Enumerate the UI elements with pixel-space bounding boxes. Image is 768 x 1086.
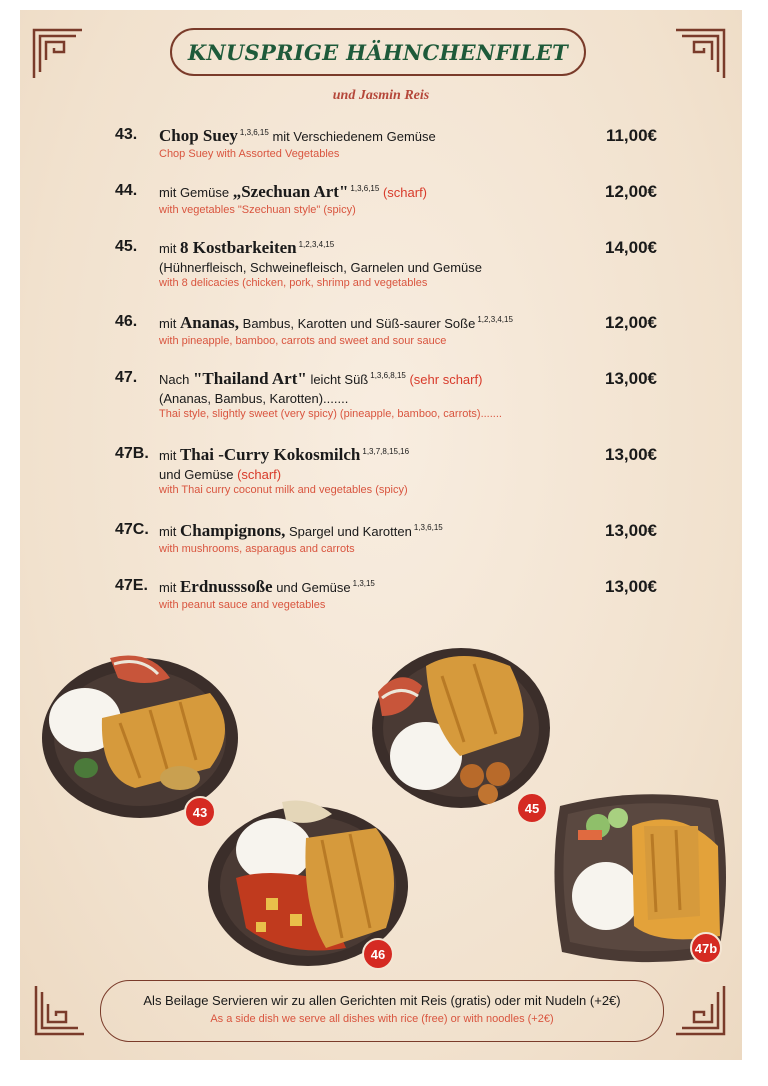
item-number: 46.: [115, 313, 138, 330]
item-german-text: und Gemüse: [159, 467, 234, 482]
item-title-line: [159, 313, 645, 333]
item-german-detail: (Hühnerfleisch, Schweinefleisch, Garnelen und Gemüse: [159, 260, 483, 275]
item-title-line: [159, 369, 645, 389]
allergen-codes: 1,3,6,15: [413, 523, 443, 532]
item-description: und Gemüse: [276, 580, 351, 595]
item-title-line: [159, 182, 645, 202]
item-english: Thai style, slightly sweet (very spicy) (pineapple, bamboo, carrots).......: [159, 408, 502, 420]
allergen-codes: 1,2,3,4,15: [477, 315, 513, 324]
item-german-detail: (Ananas, Bambus, Karotten).......: [159, 391, 349, 406]
side-dish-note: [100, 980, 664, 1042]
side-dish-note-english: As a side dish we serve all dishes with rice (free) or with noodles (+2€): [210, 1013, 554, 1025]
menu-item-46: [115, 313, 657, 369]
item-number: 47B.: [115, 445, 149, 462]
item-name: "Thailand Art": [192, 369, 307, 388]
item-name: Ananas,: [179, 313, 240, 332]
item-english: with Thai curry coconut milk and vegetables (spicy): [159, 484, 408, 496]
item-english: with pineapple, bamboo, carrots and sweet and sour sauce: [159, 335, 447, 347]
corner-ornament-top-left: [30, 26, 86, 82]
corner-ornament-bottom-right: [672, 982, 728, 1038]
item-name: 8 Kostbarkeiten: [179, 238, 297, 257]
item-number: 47C.: [115, 521, 149, 538]
allergen-codes: 1,3,6,15: [239, 128, 269, 137]
menu-item-45: [115, 238, 657, 313]
menu-list: [115, 126, 657, 633]
item-english: Chop Suey with Assorted Vegetables: [159, 148, 340, 160]
item-number: 44.: [115, 182, 138, 199]
dish-number-badge: 47b: [690, 932, 722, 964]
corner-ornament-top-right: [672, 26, 728, 82]
item-price: 13,00€: [605, 369, 657, 388]
dish-photo-47b: [548, 786, 734, 966]
item-number: 47E.: [115, 577, 148, 594]
item-price: 12,00€: [605, 182, 657, 201]
item-prefix: mit: [159, 580, 177, 595]
item-number: 47.: [115, 369, 138, 386]
menu-item-47e: [115, 577, 657, 633]
item-price: 13,00€: [605, 445, 657, 464]
menu-item-43: [115, 126, 657, 182]
menu-item-47: [115, 369, 657, 445]
dish-photo-46: [206, 798, 410, 968]
spicy-label: (sehr scharf): [409, 372, 483, 387]
item-title-line: [159, 238, 645, 258]
item-name: „Szechuan Art": [232, 182, 349, 201]
item-name: Erdnusssoße: [179, 577, 273, 596]
corner-ornament-bottom-left: [32, 982, 88, 1038]
item-price: 14,00€: [605, 238, 657, 257]
spicy-label: (scharf): [237, 467, 282, 482]
menu-item-47c: [115, 521, 657, 577]
page-subtitle: und Jasmin Reis: [332, 88, 430, 103]
menu-page: [20, 10, 742, 1060]
allergen-codes: 1,3,6,8,15: [370, 371, 406, 380]
dish-photo-43: [40, 648, 240, 823]
item-prefix: Nach: [159, 372, 190, 387]
item-price: 13,00€: [605, 521, 657, 540]
item-price: 12,00€: [605, 313, 657, 332]
item-english: with vegetables "Szechuan style" (spicy): [159, 204, 356, 216]
dish-photo-45: [370, 646, 552, 814]
side-dish-note-german: Als Beilage Servieren wir zu allen Gerichten mit Reis (gratis) oder mit Nudeln (+2€): [143, 993, 621, 1008]
item-prefix: mit: [159, 524, 177, 539]
item-prefix: mit: [159, 241, 177, 256]
item-description: Bambus, Karotten und Süß-saurer Soße: [242, 316, 476, 331]
item-title-line: [159, 445, 645, 465]
item-english: with 8 delicacies (chicken, pork, shrimp and vegetables: [159, 277, 428, 289]
allergen-codes: 1,2,3,4,15: [298, 240, 335, 249]
item-number: 43.: [115, 126, 138, 143]
item-title-line: [159, 521, 645, 541]
item-german-detail: [159, 467, 645, 482]
item-prefix: mit Gemüse: [159, 185, 230, 200]
item-price: 13,00€: [605, 577, 657, 596]
spicy-label: (scharf): [382, 185, 428, 200]
item-description: mit Verschiedenem Gemüse: [272, 129, 436, 144]
item-number: 45.: [115, 238, 138, 255]
item-title-line: [159, 577, 645, 597]
allergen-codes: 1,3,6,15: [350, 184, 380, 193]
item-name: Thai -Curry Kokosmilch: [179, 445, 361, 464]
menu-item-47b: [115, 445, 657, 521]
title-frame: [170, 28, 586, 76]
item-prefix: mit: [159, 316, 177, 331]
item-title-line: [159, 126, 645, 146]
item-description: leicht Süß: [310, 372, 369, 387]
item-name: Champignons,: [179, 521, 286, 540]
item-prefix: mit: [159, 448, 177, 463]
item-name: Chop Suey: [159, 126, 238, 145]
menu-item-44: [115, 182, 657, 238]
dish-number-badge: 46: [362, 938, 394, 970]
item-english: with mushrooms, asparagus and carrots: [159, 543, 355, 555]
dish-number-badge: 45: [516, 792, 548, 824]
allergen-codes: 1,3,15: [352, 579, 375, 588]
dish-number-badge: 43: [184, 796, 216, 828]
page-title: KNUSPRIGE HÄHNCHENFILET: [187, 39, 569, 65]
item-price: 11,00€: [605, 126, 657, 145]
allergen-codes: 1,3,7,8,15,16: [362, 447, 410, 456]
item-description: Spargel und Karotten: [288, 524, 412, 539]
item-english: with peanut sauce and vegetables: [159, 599, 326, 611]
